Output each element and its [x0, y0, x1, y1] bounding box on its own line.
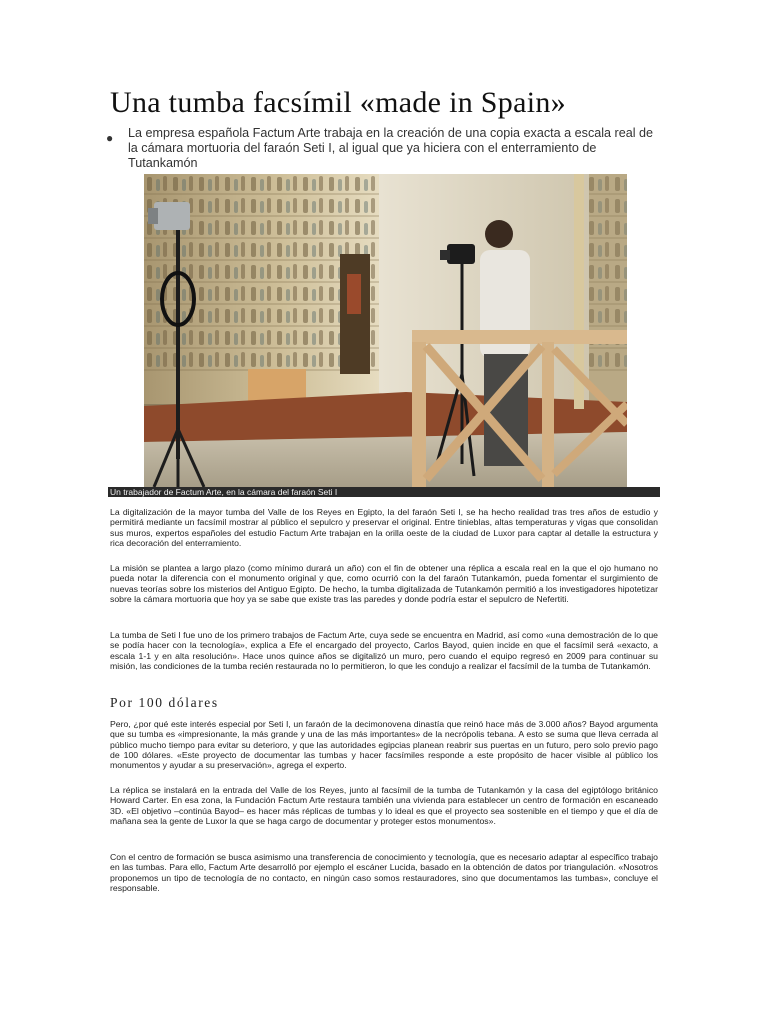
- article-lead: La empresa española Factum Arte trabaja en la creación de una copia exacta a escala real de la cámara mortuoria del faraón Seti I, al igual que ya hiciera con el enterramiento de Tutankamón: [128, 126, 654, 170]
- bullet-icon: ●: [106, 131, 114, 145]
- paragraph-3: La tumba de Seti I fue uno de los primero trabajos de Factum Arte, cuya sede se encuentra en Madrid, así como «una demostración de lo que se podía hacer con la tecnología», explica a Efe el encargado del proyecto, Carlos Bayod, quien incide en que el facsímil será «exacto, a escala 1-1 y en alta resolución». Hace unos quince años se digitalizó un muro, pero cuando el equipo regresó en 2009 para continuar su misión, las condiciones de la tumba recién restaurada no lo permitieron, lo que les condujo a realizar el facsímil de la tumba de Tutankamón.: [110, 630, 658, 671]
- section-subheading: Por 100 dólares: [110, 695, 219, 710]
- paragraph-1: La digitalización de la mayor tumba del Valle de los Reyes en Egipto, la del faraón Seti I, se ha hecho realidad tras tres años de estudio y permitirá mediante un facsímil mostrar al público el sepulcro y preservar el original. Entre tinieblas, altas temperaturas y vigas que consolidan sus muros, expertos españoles del estudio Factum Arte trabajan en la orilla oeste de la ciudad de Luxor para captar al detalle la estructura y rica decoración del enterramiento.: [110, 507, 658, 548]
- article-title: Una tumba facsímil «made in Spain»: [110, 86, 566, 119]
- paragraph-2: La misión se plantea a largo plazo (como mínimo durará un año) con el fin de obtener una réplica a escala real en la que el ojo humano no pueda notar la diferencia con el monumento original y que, como ocurrió con la del faraón Tutankamón, pueda fomentar el surgimiento de nuevas teorías sobre los misterios del Antiguo Egipto. De hecho, la tumba digitalizada de Tutankamón permitió a los investigadores hipotetizar sobre la cámara mortuoria que hoy ya se sabe que existe tras las paredes y donde podría estar el sepulcro de Nefertiti.: [110, 563, 658, 604]
- paragraph-6: Con el centro de formación se busca asimismo una transferencia de conocimiento y tecnología, que es necesario adaptar al específico trabajo en las tumbas. Para ello, Factum Arte desarrolló por ejemplo el escáner Lucida, basado en la obtención de datos por triangulación. «Nosotros proponemos un tipo de tecnología de no contacto, en ningún caso somos restauradores, sino que documentamos las tumbas», concluye el responsable.: [110, 852, 658, 893]
- paragraph-5: La réplica se instalará en la entrada del Valle de los Reyes, junto al facsímil de la tumba de Tutankamón y la casa del egiptólogo británico Howard Carter. En esa zona, la Fundación Factum Arte restaura también una vivienda para establecer un centro de formación en escaneado 3D. «El objetivo –continúa Bayod– es hacer más réplicas de tumbas y lo ideal es que el proyecto sea sostenible en el tiempo y que el día de mañana sea la gente de Luxor la que se haga cargo de documentar y proteger estos monumentos».: [110, 785, 658, 826]
- paragraph-4: Pero, ¿por qué este interés especial por Seti I, un faraón de la decimonovena dinastía que reinó hace más de 3.000 años? Bayod argumenta que su tumba es «impresionante, la más grande y una de las más importantes» de la necrópolis tebana. A esto se suma que lleva cerrada al público mucho tiempo para evitar su deterioro, y que las autoridades egipcias planean reabrir sus puertas en un futuro, pero solo previo pago de 100 dólares. «Este proyecto de documentar las tumbas y hacer facsímiles responde a este propósito de hacer visible al público los monumentos y ayudar a su preservación», agrega el experto.: [110, 719, 658, 771]
- tomb-photo-illustration: [144, 174, 627, 487]
- tomb-photo: [144, 174, 627, 487]
- photo-caption: Un trabajador de Factum Arte, en la cámara del faraón Seti I: [108, 487, 660, 497]
